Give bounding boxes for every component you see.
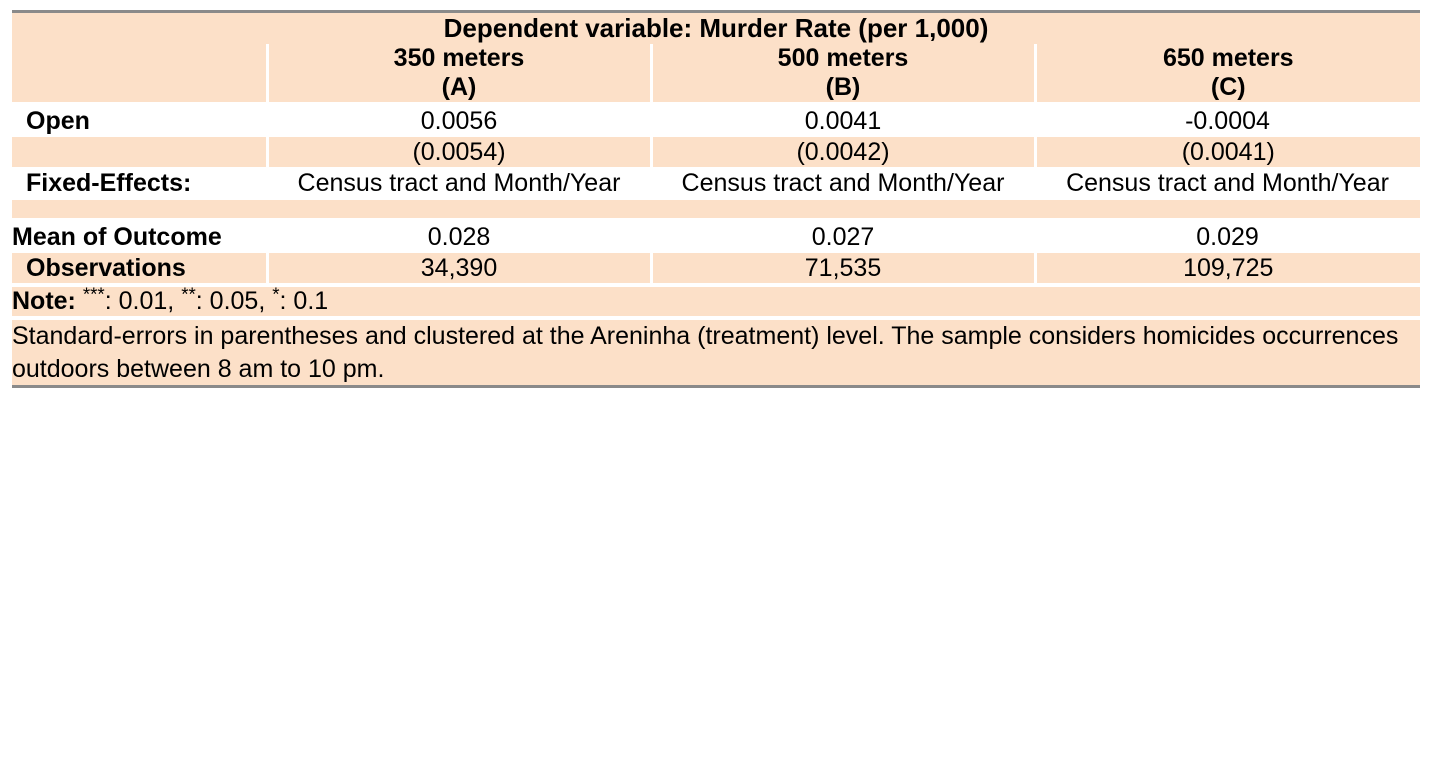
- header-blank-cell: [12, 44, 267, 73]
- row-open-value-b: 0.0041: [651, 106, 1035, 137]
- regression-table: [12, 10, 1420, 388]
- section-spacer: [12, 200, 1420, 218]
- row-se-value-a: (0.0054): [267, 137, 651, 168]
- significance-note: [12, 283, 1420, 316]
- note-text-3: : 0.1: [279, 287, 329, 316]
- column-header-row: [12, 44, 1420, 73]
- model-label-row: [12, 73, 1420, 102]
- note-label: Note:: [12, 287, 76, 316]
- row-se-value-b: (0.0042): [651, 137, 1035, 168]
- row-label-open: Open: [12, 106, 267, 137]
- row-fe-value-a: Census tract and Month/Year: [267, 167, 651, 200]
- row-fe-value-b: Census tract and Month/Year: [651, 167, 1035, 200]
- model-blank-cell: [12, 73, 267, 102]
- note-stars-2: **: [181, 283, 196, 305]
- row-observations-value-a: 34,390: [267, 253, 651, 284]
- row-open-value-c: -0.0004: [1035, 106, 1420, 137]
- table-row: [12, 253, 1420, 284]
- table-row: [12, 106, 1420, 137]
- row-open-value-a: 0.0056: [267, 106, 651, 137]
- row-mean-value-a: 0.028: [267, 222, 651, 253]
- row-fe-value-c: Census tract and Month/Year: [1035, 167, 1420, 200]
- row-se-value-c: (0.0041): [1035, 137, 1420, 168]
- note-text-1: : 0.01,: [104, 287, 182, 316]
- model-label-a: (A): [267, 73, 651, 102]
- row-label-observations: Observations: [12, 253, 267, 284]
- column-header-650: 650 meters: [1035, 44, 1420, 73]
- table-row: [12, 167, 1420, 200]
- row-observations-value-b: 71,535: [651, 253, 1035, 284]
- note-row: [12, 287, 1420, 316]
- column-header-350: 350 meters: [267, 44, 651, 73]
- note-text-2: : 0.05,: [195, 287, 273, 316]
- row-mean-value-b: 0.027: [651, 222, 1035, 253]
- row-mean-value-c: 0.029: [1035, 222, 1420, 253]
- note-stars-3: *: [272, 283, 280, 305]
- column-header-500: 500 meters: [651, 44, 1035, 73]
- model-label-b: (B): [651, 73, 1035, 102]
- row-observations-value-c: 109,725: [1035, 253, 1420, 284]
- model-label-c: (C): [1035, 73, 1420, 102]
- table-row: [12, 137, 1420, 168]
- note-stars-1: ***: [82, 283, 105, 305]
- table-title-row: [12, 12, 1420, 45]
- table-title: Dependent variable: Murder Rate (per 1,000): [12, 12, 1420, 45]
- row-label-se: [12, 137, 267, 168]
- row-label-mean-of-outcome: Mean of Outcome: [12, 222, 267, 253]
- footer-row: [12, 320, 1420, 387]
- row-label-fixed-effects: Fixed-Effects:: [12, 167, 267, 200]
- table-footnote: Standard-errors in parentheses and clustered at the Areninha (treatment) level. The sample considers homicides occurrences outdoors between 8 am to 10 pm.: [12, 320, 1420, 387]
- table-row: [12, 222, 1420, 253]
